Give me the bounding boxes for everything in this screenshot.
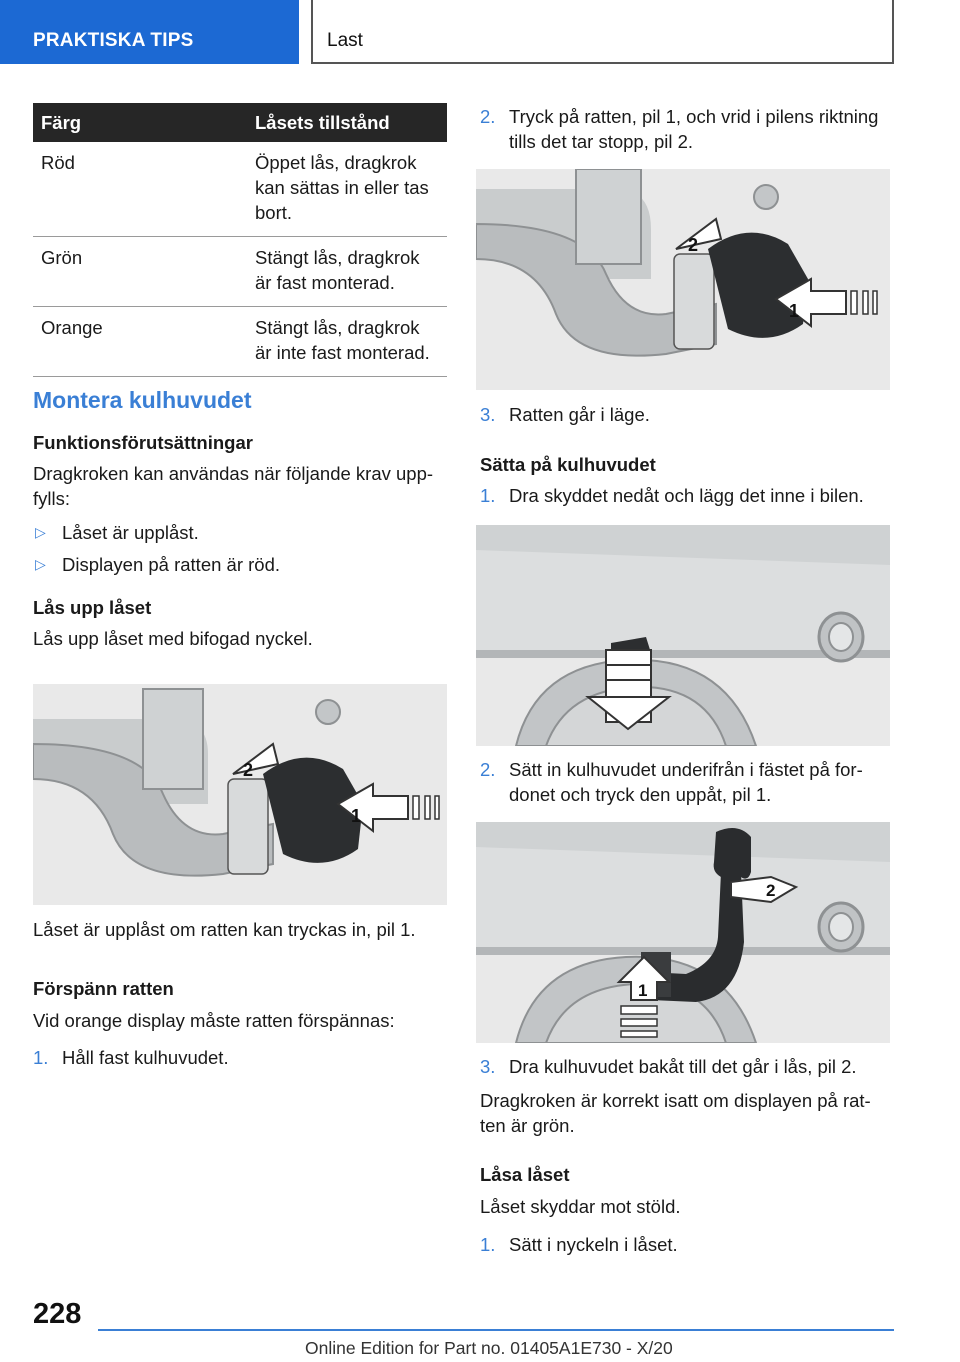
list-item: 2. Sätt in kulhuvudet underifrån i fästet på for-donet och tryck den uppåt, pil 1. (480, 759, 863, 805)
arrow-label-1: 1 (638, 981, 648, 1000)
prereq-text: Dragkroken kan användas när följande krav upp-fylls: (33, 463, 434, 509)
table-header-color: Färg (33, 103, 247, 142)
table-cell: Orange (33, 307, 247, 377)
table-cell: Röd (33, 142, 247, 237)
right-text-lower (480, 1054, 892, 1257)
section-title: PRAKTISKA TIPS (33, 30, 194, 51)
pretension-title: Förspänn ratten (33, 978, 174, 999)
arrow-label-1: 1 (789, 301, 800, 321)
lock-text: Låset skyddar mot stöld. (480, 1196, 681, 1217)
table-cell: Stängt lås, dragkrok är fast monterad. (247, 237, 447, 307)
table-row (33, 307, 447, 377)
lock-title: Låsa låset (480, 1164, 570, 1185)
table-header-state: Låsets tillstånd (247, 103, 447, 142)
left-text-lower (33, 917, 447, 1070)
left-text-upper (33, 388, 447, 651)
correct-text: Dragkroken är korrekt isatt om displayen på rat-ten är grön. (480, 1090, 871, 1136)
arrow-label-2: 2 (688, 235, 699, 255)
figure-pull-cover (476, 525, 890, 746)
unlock-text: Lås upp låset med bifogad nyckel. (33, 628, 313, 649)
triangle-bullet-icon: ▷ (35, 524, 46, 540)
arrow-label-2: 2 (243, 760, 254, 780)
list-item: 1. Dra skyddet nedåt och lägg det inne i bilen. (480, 485, 864, 506)
arrow-label-1: 1 (351, 806, 362, 826)
lock-status-table-wrap (33, 103, 447, 377)
unlocked-caption: Låset är upplåst om ratten kan tryckas in, pil 1. (33, 919, 416, 940)
right-text-mid (480, 402, 892, 508)
table-cell: Grön (33, 237, 247, 307)
footer-divider (98, 1329, 894, 1331)
footer-edition: Online Edition for Part no. 01405A1E730 - X/20 (305, 1338, 673, 1358)
table-cell: Stängt lås, dragkrok är inte fast monterad. (247, 307, 447, 377)
right-step2 (480, 104, 892, 154)
list-item: 1. Håll fast kulhuvudet. (33, 1047, 229, 1068)
section-heading: Montera kulhuvudet (33, 387, 252, 413)
prereq-title: Funktionsförutsättningar (33, 432, 253, 453)
table-header-row (33, 103, 447, 142)
figure-insert-ball-head (476, 822, 890, 1043)
attach-title: Sätta på kulhuvudet (480, 454, 656, 475)
pretension-text: Vid orange display måste ratten förspännas: (33, 1010, 395, 1031)
list-item: 3. Ratten går i läge. (480, 404, 650, 425)
section-tab (0, 0, 299, 64)
table-row (33, 142, 447, 237)
right-step-insert (480, 757, 892, 807)
chapter-box (311, 0, 894, 64)
chapter-title: Last (327, 30, 363, 51)
unlock-title: Lås upp låset (33, 597, 152, 618)
list-item: 3. Dra kulhuvudet bakåt till det går i lås, pil 2. (480, 1056, 857, 1077)
figure-knob-unlock (33, 684, 447, 905)
triangle-bullet-icon: ▷ (35, 556, 46, 572)
page-number: 228 (33, 1298, 82, 1330)
arrow-label-2: 2 (766, 881, 776, 900)
list-item: 2. Tryck på ratten, pil 1, och vrid i pilens riktning tills det tar stopp, pil 2. (480, 106, 879, 152)
table-cell: Öppet lås, dragkrok kan sättas in eller tas bort. (247, 142, 447, 237)
figure-knob-twist (476, 169, 890, 390)
list-item: 1. Sätt i nyckeln i låset. (480, 1234, 678, 1255)
list-item: ▷ Displayen på ratten är röd. (35, 554, 281, 575)
table-row (33, 237, 447, 307)
list-item: ▷ Låset är upplåst. (35, 522, 199, 543)
lock-status-table (33, 103, 447, 377)
